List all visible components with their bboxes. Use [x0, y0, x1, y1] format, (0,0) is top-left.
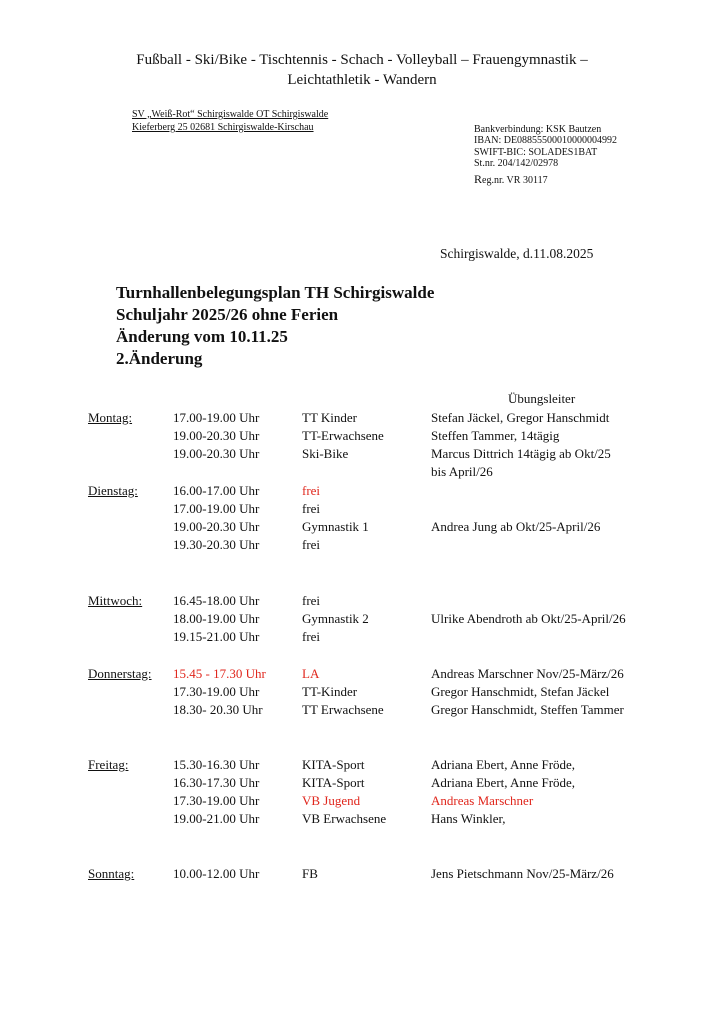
- sports-list-line-2: Leichtathletik - Wandern: [287, 72, 437, 88]
- activity-cell: KITA-Sport: [302, 775, 365, 790]
- place-date: Schirgiswalde, d.11.08.2025: [440, 246, 594, 261]
- club-name: SV „Weiß-Rot“ Schirgiswalde OT Schirgiswalde: [132, 109, 329, 120]
- time-cell: 17.00-19.00 Uhr: [173, 410, 260, 425]
- time-cell: 15.30-16.30 Uhr: [173, 757, 260, 772]
- time-cell: 18.30- 20.30 Uhr: [173, 702, 263, 717]
- time-cell: 19.15-21.00 Uhr: [173, 629, 260, 644]
- leader-cell-continued: bis April/26: [431, 464, 493, 479]
- activity-cell: Ski-Bike: [302, 446, 349, 461]
- day-friday: Freitag:: [88, 757, 129, 772]
- bank-line-1: Bankverbindung: KSK Bautzen: [474, 124, 602, 135]
- activity-cell: frei: [302, 593, 321, 608]
- activity-cell: FB: [302, 866, 318, 881]
- time-cell: 17.30-19.00 Uhr: [173, 793, 260, 808]
- activity-cell: TT-Kinder: [302, 684, 358, 699]
- leader-cell: Andrea Jung ab Okt/25-April/26: [431, 519, 601, 534]
- day-monday: Montag:: [88, 410, 133, 425]
- time-cell: 10.00-12.00 Uhr: [173, 866, 260, 881]
- leader-cell: Hans Winkler,: [431, 811, 506, 826]
- activity-cell: TT Kinder: [302, 410, 357, 425]
- activity-cell-highlight: VB Jugend: [302, 793, 361, 808]
- activity-cell: TT Erwachsene: [302, 702, 384, 717]
- day-sunday: Sonntag:: [88, 866, 135, 881]
- register-number: [474, 174, 548, 186]
- time-cell: 16.00-17.00 Uhr: [173, 483, 260, 498]
- leader-cell: Andreas Marschner Nov/25-März/26: [431, 666, 624, 681]
- time-cell: 19.30-20.30 Uhr: [173, 537, 260, 552]
- time-cell: 19.00-21.00 Uhr: [173, 811, 260, 826]
- title-line-3: Änderung vom 10.11.25: [116, 327, 288, 346]
- leader-cell: Adriana Ebert, Anne Fröde,: [431, 775, 576, 790]
- day-thursday: Donnerstag:: [88, 666, 152, 681]
- tax-number: St.nr. 204/142/02978: [474, 158, 559, 169]
- time-cell: 18.00-19.00 Uhr: [173, 611, 260, 626]
- time-cell: 17.00-19.00 Uhr: [173, 501, 260, 516]
- column-header-leader: Übungsleiter: [508, 391, 576, 406]
- time-cell: 19.00-20.30 Uhr: [173, 428, 260, 443]
- time-cell: 19.00-20.30 Uhr: [173, 519, 260, 534]
- leader-cell: Adriana Ebert, Anne Fröde,: [431, 757, 576, 772]
- activity-cell: frei: [302, 629, 321, 644]
- activity-cell: KITA-Sport: [302, 757, 365, 772]
- title-line-4: 2.Änderung: [116, 349, 203, 368]
- leader-cell: Stefan Jäckel, Gregor Hanschmidt: [431, 410, 610, 425]
- sports-list-line-1: Fußball - Ski/Bike - Tischtennis - Schach - Volleyball – Frauengymnastik –: [136, 52, 588, 68]
- time-cell: 16.30-17.30 Uhr: [173, 775, 260, 790]
- activity-cell: VB Erwachsene: [302, 811, 387, 826]
- activity-cell: Gymnastik 1: [302, 519, 369, 534]
- day-wednesday: Mittwoch:: [88, 593, 143, 608]
- register-prefix: R: [474, 172, 483, 186]
- activity-cell-highlight: LA: [302, 666, 320, 681]
- time-cell-highlight: 15.45 - 17.30 Uhr: [173, 666, 266, 681]
- day-tuesday: Dienstag:: [88, 483, 138, 498]
- register-rest: eg.nr. VR 30117: [482, 175, 548, 186]
- time-cell: 17.30-19.00 Uhr: [173, 684, 260, 699]
- activity-cell: Gymnastik 2: [302, 611, 369, 626]
- bank-swift: SWIFT-BIC: SOLADES1BAT: [474, 147, 598, 158]
- bank-iban: IBAN: DE08855500010000004992: [474, 135, 618, 146]
- leader-cell: Gregor Hanschmidt, Steffen Tammer: [431, 702, 624, 717]
- activity-cell: frei: [302, 537, 321, 552]
- activity-cell-highlight: frei: [302, 483, 321, 498]
- time-cell: 16.45-18.00 Uhr: [173, 593, 260, 608]
- leader-cell-highlight: Andreas Marschner: [431, 793, 534, 808]
- title-line-1: Turnhallenbelegungsplan TH Schirgiswalde: [116, 283, 435, 302]
- leader-cell: Gregor Hanschmidt, Stefan Jäckel: [431, 684, 610, 699]
- activity-cell: TT-Erwachsene: [302, 428, 384, 443]
- title-line-2: Schuljahr 2025/26 ohne Ferien: [116, 305, 339, 324]
- activity-cell: frei: [302, 501, 321, 516]
- club-address: Kieferberg 25 02681 Schirgiswalde-Kirschau: [132, 122, 314, 133]
- leader-cell: Marcus Dittrich 14tägig ab Okt/25: [431, 446, 611, 461]
- leader-cell: Steffen Tammer, 14tägig: [431, 428, 560, 443]
- leader-cell: Ulrike Abendroth ab Okt/25-April/26: [431, 611, 626, 626]
- leader-cell: Jens Pietschmann Nov/25-März/26: [431, 866, 614, 881]
- time-cell: 19.00-20.30 Uhr: [173, 446, 260, 461]
